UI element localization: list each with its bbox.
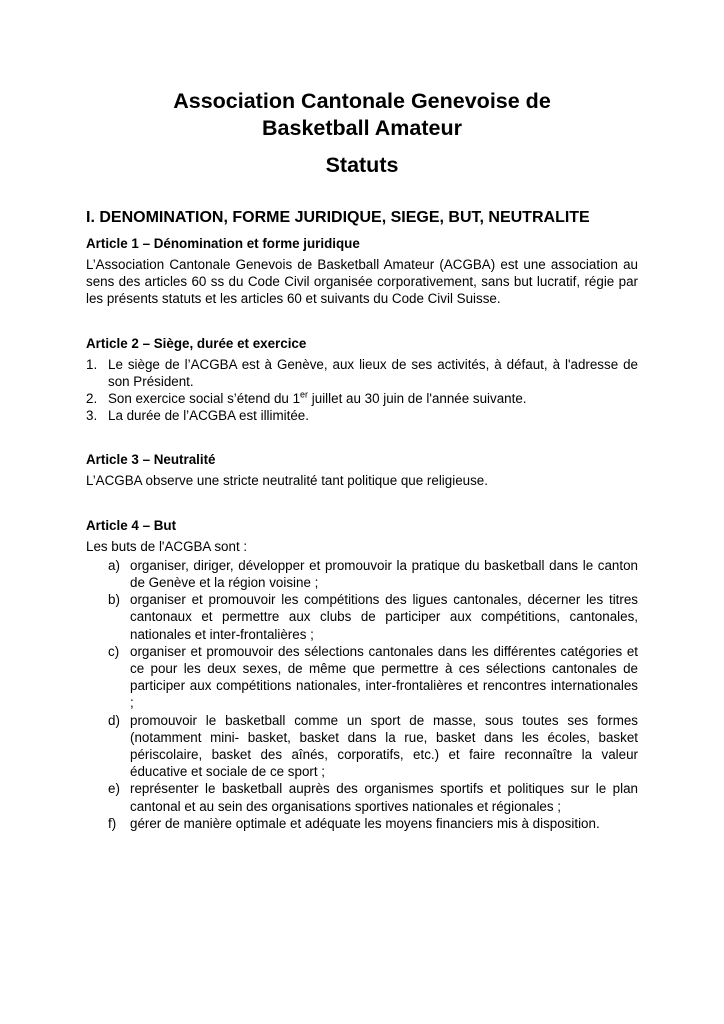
list-item-text: promouvoir le basketball comme un sport de masse, sous toutes ses formes (notamment mini- basket, basket dans la rue, basket dans les écoles, basket périscolaire, basket des aînés, corporatifs, etc.) et faire reconnaître la valeur éducative et sociale de ce sport ; (130, 712, 638, 780)
list-item (86, 815, 638, 832)
list-item-text-start: Son exercice social s’étend du 1 (108, 391, 301, 407)
document-title (86, 88, 638, 142)
superscript-er: er (300, 389, 309, 400)
list-item (86, 712, 638, 781)
section-heading: I. DENOMINATION, FORME JURIDIQUE, SIEGE, BUT, NEUTRALITE (86, 209, 590, 226)
list-item-text: organiser et promouvoir les compétitions des ligues cantonales, décerner les titres cantonaux et permettre aux clubs de participer aux compétitions, cantonales, nationales et inter-frontalières ; (130, 592, 638, 642)
article-3-heading: Article 3 – Neutralité (86, 452, 216, 468)
article-4-intro: Les buts de l'ACGBA sont : (86, 538, 248, 554)
title-line-2: Basketball Amateur (262, 116, 462, 140)
list-item-text: Le siège de l’ACGBA est à Genève, aux lieux de ses activités, à défaut, à l'adresse de son Président. (108, 356, 638, 389)
list-item-text: La durée de l’ACGBA est illimitée. (108, 408, 309, 424)
list-item-text: gérer de manière optimale et adéquate les moyens financiers mis à disposition. (130, 815, 600, 831)
list-item-letter: a) (108, 557, 120, 573)
list-item-letter: f) (108, 815, 117, 831)
article-3-text: L’ACGBA observe une stricte neutralité tant politique que religieuse. (86, 473, 488, 489)
list-item-number: 1. (86, 356, 98, 372)
list-item (86, 780, 638, 814)
document-subtitle: Statuts (325, 153, 399, 177)
list-item (86, 356, 638, 390)
list-item-number: 2. (86, 391, 98, 407)
list-item (86, 407, 638, 424)
list-item-number: 3. (86, 408, 98, 424)
article-1-heading: Article 1 – Dénomination et forme juridique (86, 236, 360, 251)
article-1-text: L’Association Cantonale Genevois de Basketball Amateur (ACGBA) est une association au sens des articles 60 ss du Code Civil organisée corporativement, sans but lucratif, régie par les présents statuts et les articles 60 et suivants du Code Civil Suisse. (86, 257, 638, 307)
list-item-letter: d) (108, 712, 120, 728)
list-item-text-end: juillet au 30 juin de l'année suivante. (308, 391, 527, 407)
list-item (86, 643, 638, 712)
list-item-text: organiser, diriger, développer et promouvoir la pratique du basketball dans le canton de Genève et la région voisine ; (130, 557, 638, 591)
article-2-heading: Article 2 – Siège, durée et exercice (86, 335, 307, 351)
article-2-list (86, 356, 638, 425)
list-item-letter: e) (108, 781, 120, 797)
list-item-letter: b) (108, 592, 120, 608)
list-item (86, 390, 638, 407)
list-item-text: représenter le basketball auprès des organismes sportifs et politiques sur le plan cantonal et au sein des organisations sportives nationales et régionales ; (130, 781, 638, 814)
article-4-heading: Article 4 – But (86, 517, 177, 533)
article-4-list (86, 557, 638, 832)
document-page (86, 88, 638, 832)
title-line-1: Association Cantonale Genevoise de (173, 89, 551, 113)
list-item (86, 591, 638, 643)
list-item-text: organiser et promouvoir des sélections cantonales dans les différentes catégories et ce pour les deux sexes, de même que permettre à ces sélections cantonales de participer aux compétitions nationales, inter-frontalières et rencontres internationales ; (130, 643, 638, 711)
list-item-letter: c) (108, 643, 120, 659)
list-item (86, 557, 638, 591)
